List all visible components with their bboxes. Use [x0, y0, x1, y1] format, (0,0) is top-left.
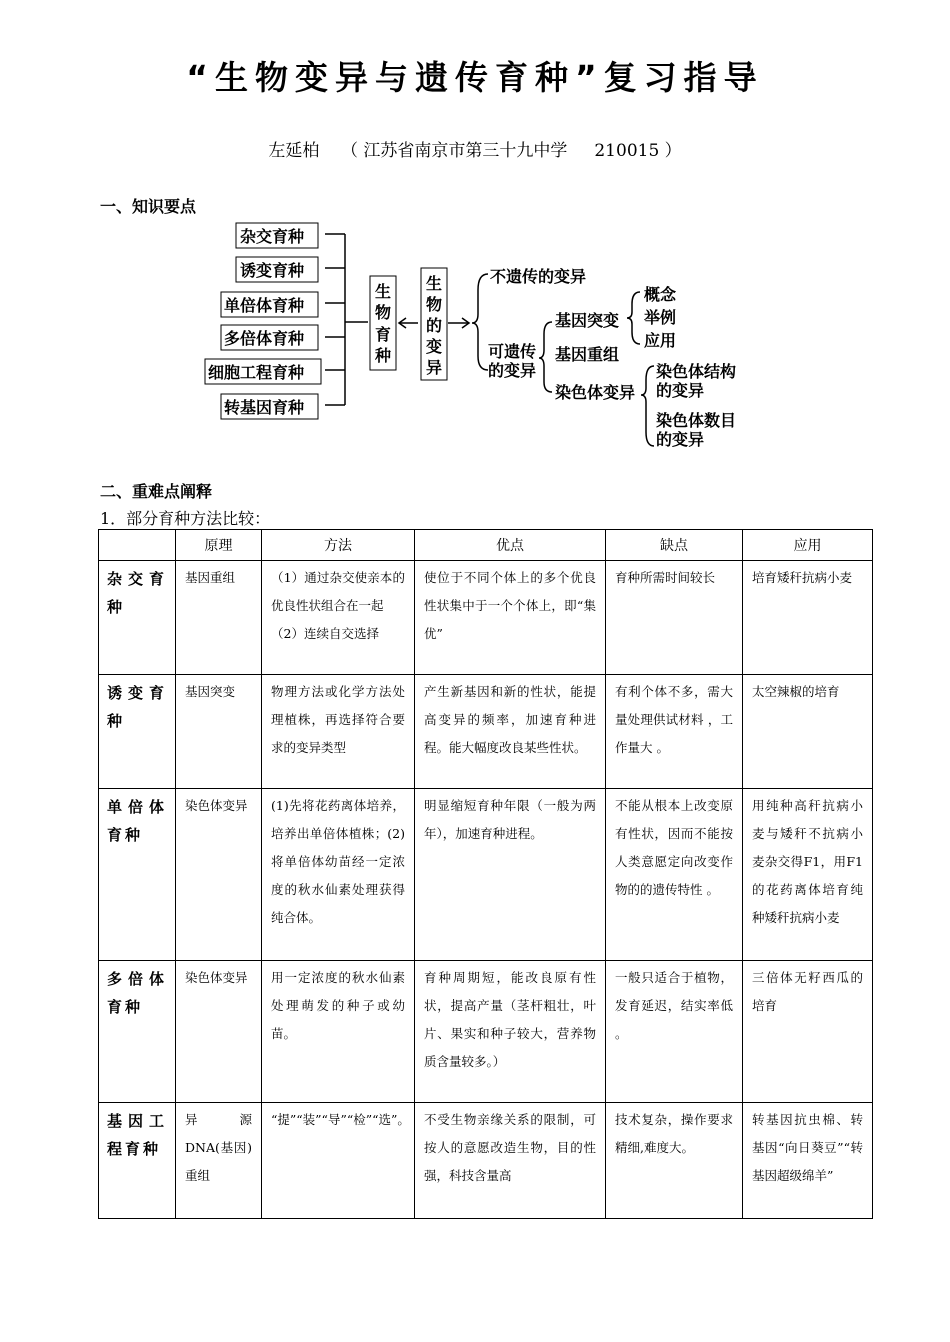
- knowledge-diagram: [0, 0, 950, 470]
- row-name: 基因工程育种: [99, 1103, 176, 1219]
- row-method: 用一定浓度的秋水仙素处理萌发的种子或幼苗。: [262, 961, 415, 1103]
- non-heritable-variation: 不遗传的变异: [490, 267, 587, 286]
- method-mutation: 诱变育种: [240, 261, 305, 280]
- section-knowledge-points: 一、知识要点: [100, 197, 197, 216]
- svg-text:物: 物: [375, 303, 392, 322]
- method-hybrid: 杂交育种: [240, 227, 305, 246]
- table-row: [99, 561, 873, 675]
- svg-text:物: 物: [426, 295, 443, 314]
- row-cons: 育种所需时间较长: [606, 561, 743, 675]
- svg-text:种: 种: [375, 346, 392, 365]
- row-application: 用纯种高秆抗病小麦与矮秆不抗病小麦杂交得F1，用F1的花药离体培育纯种矮秆抗病小麦: [743, 789, 873, 961]
- aspect-concept: 概念: [644, 285, 677, 304]
- table-row: [99, 961, 873, 1103]
- method-polyploid: 多倍体育种: [224, 329, 305, 348]
- row-name: 诱变育种: [99, 675, 176, 789]
- breeding-methods: [205, 223, 321, 419]
- method-haploid: 单倍体育种: [224, 296, 305, 315]
- biological-breeding-box: [370, 276, 396, 370]
- type-chromosome-variation: 染色体变异: [555, 383, 636, 402]
- chromosome-structure-line1: 染色体结构: [656, 362, 737, 381]
- row-cons: 有利个体不多，需大量处理供试材料 ，工作量大 。: [606, 675, 743, 789]
- author-line: 左延柏 （ 江苏省南京市第三十九中学 210015 ）: [268, 141, 682, 161]
- biological-variation-box: [421, 268, 447, 380]
- row-cons: 一般只适合于植物，发育延迟，结实率低 。: [606, 961, 743, 1103]
- table-header-empty: [99, 530, 176, 561]
- type-gene-mutation: 基因突变: [555, 311, 620, 330]
- section-key-points: 二、重难点阐释: [100, 482, 213, 501]
- row-pros: 使位于不同个体上的多个优良性状集中于一个个体上，即“集优”: [415, 561, 606, 675]
- row-principle: 染色体变异: [176, 961, 262, 1103]
- type-gene-recombination: 基因重组: [555, 345, 620, 364]
- row-cons: 不能从根本上改变原有性状，因而不能按人类意愿定向改变作物的的遗传特性 。: [606, 789, 743, 961]
- row-principle: 异 源 DNA(基因)重组: [176, 1103, 262, 1219]
- row-application: 培育矮秆抗病小麦: [743, 561, 873, 675]
- row-method: 物理方法或化学方法处理植株，再选择符合要求的变异类型: [262, 675, 415, 789]
- row-application: 转基因抗虫棉、转基因“向日葵豆”“转基因超级绵羊”: [743, 1103, 873, 1219]
- svg-text:生: 生: [375, 282, 392, 301]
- breeding-comparison-table: [98, 529, 873, 1219]
- row-application: 三倍体无籽西瓜的培育: [743, 961, 873, 1103]
- table-row: [99, 675, 873, 789]
- table-header: 原理: [176, 530, 262, 561]
- aspect-application: 应用: [644, 331, 677, 350]
- row-name: 多倍体育种: [99, 961, 176, 1103]
- svg-text:异: 异: [426, 358, 443, 377]
- method-transgenic: 转基因育种: [224, 398, 305, 417]
- row-principle: 基因突变: [176, 675, 262, 789]
- row-pros: 不受生物亲缘关系的限制，可按人的意愿改造生物，目的性强，科技含量高: [415, 1103, 606, 1219]
- page-title: “生物变异与遗传育种”复习指导: [186, 58, 764, 97]
- chromosome-number-line2: 的变异: [656, 430, 705, 449]
- row-method: (1)先将花药离体培养，培养出单倍体植株；(2)将单倍体幼苗经一定浓度的秋水仙素处理获得纯合体。: [262, 789, 415, 961]
- subsection-breeding-comparison: 1．部分育种方法比较：: [100, 509, 271, 528]
- table-header: 优点: [415, 530, 606, 561]
- row-principle: 基因重组: [176, 561, 262, 675]
- row-method: （1）通过杂交使亲本的优良性状组合在一起 （2）连续自交选择: [262, 561, 415, 675]
- svg-text:变: 变: [426, 337, 443, 356]
- svg-text:的: 的: [426, 316, 443, 335]
- chromosome-number-line1: 染色体数目: [656, 411, 737, 430]
- chromosome-structure-line2: 的变异: [656, 381, 705, 400]
- method-cell-engineering: 细胞工程育种: [208, 363, 305, 382]
- svg-text:生: 生: [426, 274, 443, 293]
- heritable-variation-line1: 可遗传: [488, 342, 537, 361]
- row-name: 单倍体育种: [99, 789, 176, 961]
- row-principle: 染色体变异: [176, 789, 262, 961]
- row-pros: 产生新基因和新的性状，能提高变异的频率，加速育种进程。能大幅度改良某些性状。: [415, 675, 606, 789]
- table-header: 应用: [743, 530, 873, 561]
- table-row: [99, 789, 873, 961]
- svg-text:育: 育: [375, 325, 392, 344]
- row-method: “提”“装”“导”“检”“选”。: [262, 1103, 415, 1219]
- row-cons: 技术复杂，操作要求精细,难度大。: [606, 1103, 743, 1219]
- row-name: 杂交育种: [99, 561, 176, 675]
- table-header: 缺点: [606, 530, 743, 561]
- row-application: 太空辣椒的培育: [743, 675, 873, 789]
- table-header: 方法: [262, 530, 415, 561]
- aspect-example: 举例: [644, 308, 677, 327]
- row-pros: 育种周期短，能改良原有性状，提高产量（茎杆粗壮，叶片、果实和种子较大，营养物质含量较多。）: [415, 961, 606, 1103]
- table-row: [99, 1103, 873, 1219]
- methods-bracket: [325, 234, 368, 405]
- heritable-variation-line2: 的变异: [488, 361, 537, 380]
- row-pros: 明显缩短育种年限（一般为两年），加速育种进程。: [415, 789, 606, 961]
- table-header-row: [99, 530, 873, 561]
